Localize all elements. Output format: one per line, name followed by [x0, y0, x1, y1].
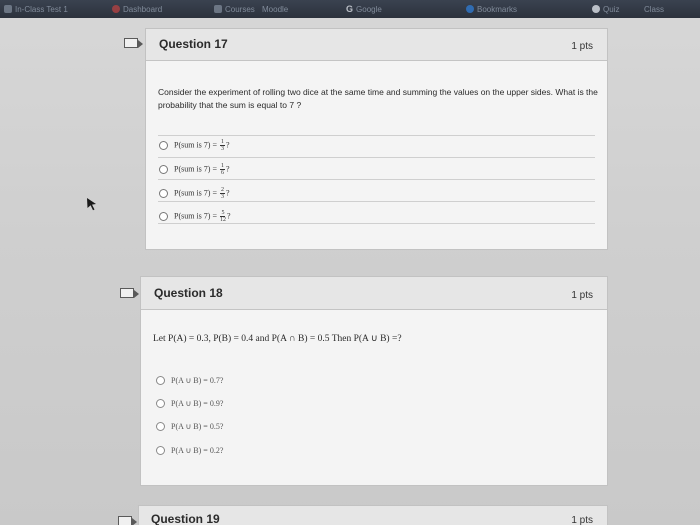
question-points: 1 pts	[571, 515, 593, 525]
question-title: Question 18	[154, 286, 223, 300]
question-19-card	[138, 505, 608, 525]
radio-button[interactable]	[156, 399, 165, 408]
bookmark-in-class-test[interactable]	[4, 2, 68, 16]
divider	[158, 201, 595, 202]
option-text: P(A ∪ B) = 0.7?	[171, 376, 224, 385]
option-text: P(A ∪ B) = 0.5?	[171, 422, 224, 431]
bookmark-label: Quiz	[603, 4, 620, 14]
bookmark-label: Dashboard	[123, 4, 163, 14]
radio-button[interactable]	[159, 141, 168, 150]
divider	[158, 157, 595, 158]
answer-option-3[interactable]	[156, 422, 223, 431]
bookmark-bookmarks[interactable]	[466, 2, 517, 16]
flag-question-18-icon[interactable]	[120, 288, 134, 298]
site-icon	[466, 5, 474, 13]
bookmark-google[interactable]	[346, 2, 382, 16]
question-18-card	[140, 276, 608, 486]
bookmark-quiz[interactable]	[592, 2, 619, 16]
question-17-card	[145, 28, 608, 250]
question-18-header	[141, 277, 607, 310]
google-icon: G	[346, 4, 354, 14]
page-icon	[4, 5, 12, 13]
bookmark-label: Courses	[225, 4, 255, 14]
option-text: P(A ∪ B) = 0.2?	[171, 446, 224, 455]
site-icon	[592, 5, 600, 13]
divider	[158, 179, 595, 180]
answer-option-2[interactable]	[159, 163, 230, 176]
site-icon	[112, 5, 120, 13]
question-text: Let P(A) = 0.3, P(B) = 0.4 and P(A ∩ B) = 0.5 Then P(A ∪ B) =?	[153, 334, 402, 344]
site-icon	[214, 5, 222, 13]
radio-button[interactable]	[159, 165, 168, 174]
option-text: P(sum is 7) = $\frac{1}{6}$ ?	[174, 163, 230, 176]
radio-button[interactable]	[159, 212, 168, 221]
answer-option-2[interactable]	[156, 399, 223, 408]
bookmark-label: Bookmarks	[477, 4, 518, 14]
option-text: P(sum is 7) = $\frac{1}{3}$ ?	[174, 139, 230, 152]
mouse-cursor-icon	[86, 197, 98, 211]
answer-option-4[interactable]	[156, 446, 223, 455]
bookmark-moodle[interactable]	[262, 2, 288, 16]
bookmark-class[interactable]	[644, 2, 664, 16]
question-title: Question 17	[159, 37, 228, 51]
flag-question-17-icon[interactable]	[124, 38, 138, 48]
question-17-header	[146, 29, 607, 61]
radio-button[interactable]	[156, 446, 165, 455]
bookmark-courses[interactable]	[214, 2, 255, 16]
answer-option-3[interactable]	[159, 187, 230, 200]
question-points: 1 pts	[571, 41, 593, 52]
question-title: Question 19	[151, 512, 220, 525]
question-points: 1 pts	[571, 290, 593, 301]
divider	[158, 223, 595, 224]
bookmarks-bar	[0, 0, 700, 18]
bookmark-label: Google	[356, 4, 382, 14]
radio-button[interactable]	[156, 422, 165, 431]
bookmark-label: In-Class Test 1	[15, 4, 68, 14]
divider	[158, 135, 595, 136]
option-text: P(A ∪ B) = 0.9?	[171, 399, 224, 408]
question-19-header	[139, 506, 607, 525]
radio-button[interactable]	[156, 376, 165, 385]
answer-option-1[interactable]	[159, 139, 230, 152]
option-text: P(sum is 7) = $\frac{5}{12}$ ?	[174, 210, 231, 223]
bookmark-dashboard[interactable]	[112, 2, 162, 16]
bookmark-label: Moodle	[262, 4, 289, 14]
flag-question-19-icon[interactable]	[118, 516, 132, 525]
option-text: P(sum is 7) = $\frac{2}{3}$ ?	[174, 187, 230, 200]
bookmark-label: Class	[644, 4, 665, 14]
answer-option-1[interactable]	[156, 376, 223, 385]
answer-option-4[interactable]	[159, 210, 231, 223]
question-text: Consider the experiment of rolling two dice at the same time and summing the values on the upper sides. What is the probability that the sum is equal to 7 ?	[158, 87, 598, 110]
radio-button[interactable]	[159, 189, 168, 198]
